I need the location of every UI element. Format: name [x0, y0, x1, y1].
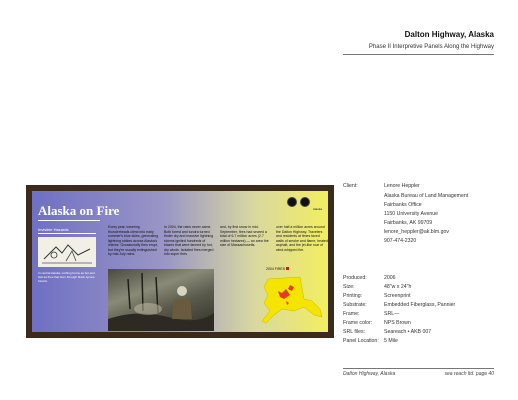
- client-email: lenore_heppler@ak.blm.gov: [384, 229, 449, 235]
- info-value: 2006: [384, 275, 396, 281]
- client-name: Lenore Heppler: [384, 183, 420, 189]
- info-label: Substrate:: [343, 302, 367, 308]
- client-phone: 907-474-2320: [384, 238, 417, 244]
- side-caption: In central Alaska, nothing burns as hot and fast as fires that burn through black spruce forests.: [38, 271, 95, 283]
- footer-rule: [343, 368, 494, 369]
- header-rule: [343, 54, 494, 55]
- panel-title-rule: [38, 220, 100, 221]
- panel-image: [26, 185, 334, 338]
- info-value: SRL—: [384, 311, 400, 317]
- info-label: Frame color:: [343, 320, 373, 326]
- blm-logo-icon: [287, 197, 297, 207]
- info-label: SRL files:: [343, 329, 366, 335]
- header-subtitle: Phase II Interpretive Panels Along the Highway: [368, 44, 494, 50]
- footer-right: sea reach ltd. page 40: [444, 371, 494, 377]
- logo-caption: Alaska: [312, 207, 322, 211]
- info-value: Screenprint: [384, 293, 411, 299]
- panel-artwork: [32, 191, 328, 332]
- alaska-map: [260, 271, 326, 331]
- panel-text-col-1: Every year, towering thunderheads climb into early summer's blue skies, generating lightning strikes across Alaska's interior. Occasionally fires erupt, but they're usually extinguished by mid-July rains.: [108, 225, 159, 256]
- client-street: 1150 University Avenue: [384, 211, 439, 217]
- info-value: 48"w x 24"h: [384, 284, 412, 290]
- panel-text-col-4: over half a million acres around the Dalton Highway. Travelers and residents at times faced walls of smoke and flame, heated asphalt, and the jet-like roar of wind-whipped fire.: [276, 225, 328, 252]
- info-label: Produced:: [343, 275, 367, 281]
- info-label: Frame:: [343, 311, 360, 317]
- info-value: NPS Brown: [384, 320, 411, 326]
- panel-logos: [287, 197, 322, 211]
- info-value: 5 Mile: [384, 338, 398, 344]
- info-label: Size:: [343, 284, 355, 290]
- info-value: Embedded Fiberglass, Pannier: [384, 302, 456, 308]
- sketch-illustration: [38, 237, 96, 267]
- agency-logo-icon: [300, 197, 310, 207]
- info-label: Printing:: [343, 293, 363, 299]
- client-org: Alaska Bureau of Land Management: [384, 193, 469, 199]
- panel-text-col-2: In 2004, the rains never came. Both forest and tundra turned tinder dry and massive lightning storms ignited hundreds of blazes that were fanned by hot, dry winds. Isolated fires merged into super fires: [164, 225, 214, 256]
- panel-title: Alaska on Fire: [38, 203, 120, 218]
- firefighter-photo: [108, 269, 214, 331]
- firefighter-photo-icon: [108, 269, 214, 331]
- info-label: Panel Location:: [343, 338, 379, 344]
- fire-legend-swatch: [286, 267, 289, 270]
- client-office: Fairbanks Office: [384, 202, 422, 208]
- info-value: Seareach • AKB 007: [384, 329, 432, 335]
- side-rule: [38, 233, 96, 234]
- map-legend-text: 2004 FIRES: [266, 267, 286, 271]
- info-label: Client:: [343, 183, 358, 189]
- footer-left: Dalton Highway, Alaska: [343, 371, 396, 377]
- side-label: Invisible Hazards: [38, 227, 69, 232]
- header-title: Dalton Highway, Alaska: [404, 30, 494, 39]
- client-city: Fairbanks, AK 99709: [384, 220, 433, 226]
- panel-text-col-3: and, by first snow in mid-September, fires had seared a total of 6.7 million acres (2.7 million hectares) — an area the size of Massachusetts.: [220, 225, 269, 247]
- sketch-icon: [38, 237, 96, 267]
